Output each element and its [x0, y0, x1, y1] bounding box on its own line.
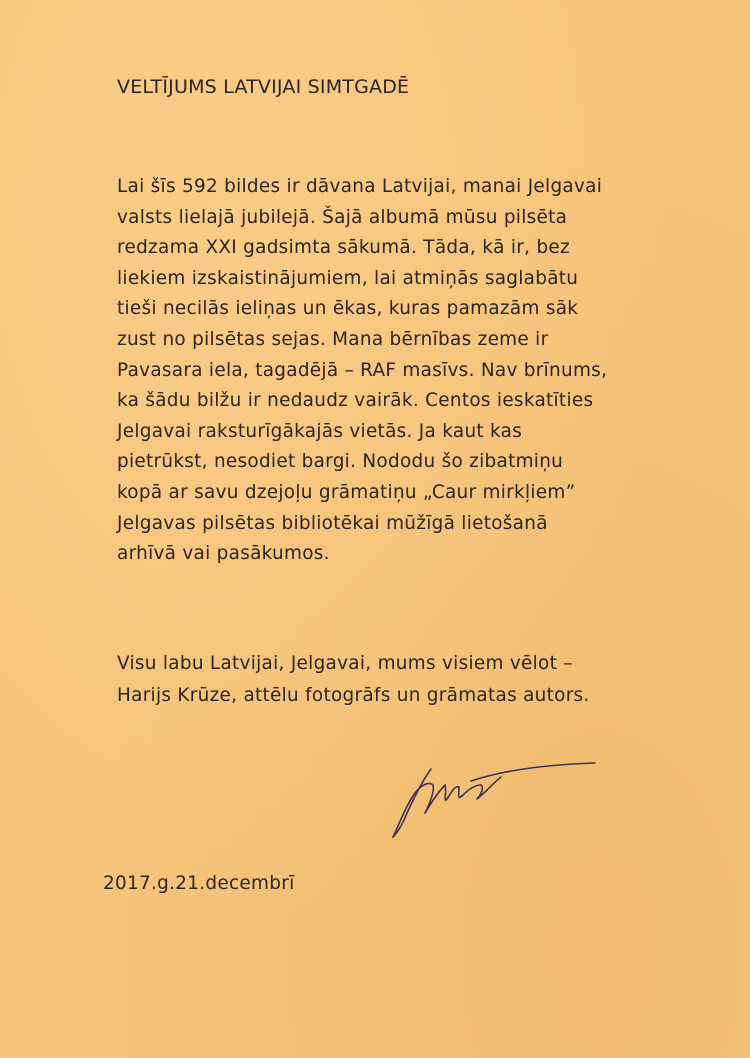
- dedication-paragraph: [117, 172, 677, 570]
- text-line: Jelgavas pilsētas bibliotēkai mūžīgā lietošanā: [117, 512, 548, 534]
- closing-paragraph: [117, 648, 677, 712]
- handwritten-signature: [385, 755, 600, 840]
- text-line: arhīvā vai pasākumos.: [117, 543, 330, 565]
- text-line: kopā ar savu dzejoļu grāmatiņu „Caur mirkļiem”: [117, 481, 576, 503]
- text-line: Harijs Krūze, attēlu fotogrāfs un grāmatas autors.: [117, 685, 590, 706]
- text-line: liekiem izskaistinājumiem, lai atmiņās saglabātu: [117, 267, 579, 289]
- text-line: valsts lielajā jubilejā. Šajā albumā mūsu pilsēta: [117, 206, 568, 228]
- text-line: Visu labu Latvijai, Jelgavai, mums visiem vēlot –: [117, 653, 573, 674]
- text-line: zust no pilsētas sejas. Mana bērnības zeme ir: [117, 328, 549, 350]
- document-title: VELTĪJUMS LATVIJAI SIMTGADĒ: [117, 76, 410, 98]
- text-line: Pavasara iela, tagadējā – RAF masīvs. Nav brīnums,: [117, 359, 608, 381]
- text-line: ka šādu bilžu ir nedaudz vairāk. Centos ieskatīties: [117, 390, 594, 412]
- text-line: redzama XXI gadsimta sākumā. Tāda, kā ir, bez: [117, 237, 570, 259]
- date-line: 2017.g.21.decembrī: [103, 873, 295, 894]
- text-line: Jelgavai raksturīgākajās vietās. Ja kaut kas: [117, 420, 523, 442]
- text-line: pietrūkst, nesodiet bargi. Nododu šo zibatmiņu: [117, 451, 564, 473]
- text-line: Lai šīs 592 bildes ir dāvana Latvijai, manai Jelgavai: [117, 176, 603, 197]
- text-line: tieši necilās ieliņas un ēkas, kuras pamazām sāk: [117, 298, 579, 320]
